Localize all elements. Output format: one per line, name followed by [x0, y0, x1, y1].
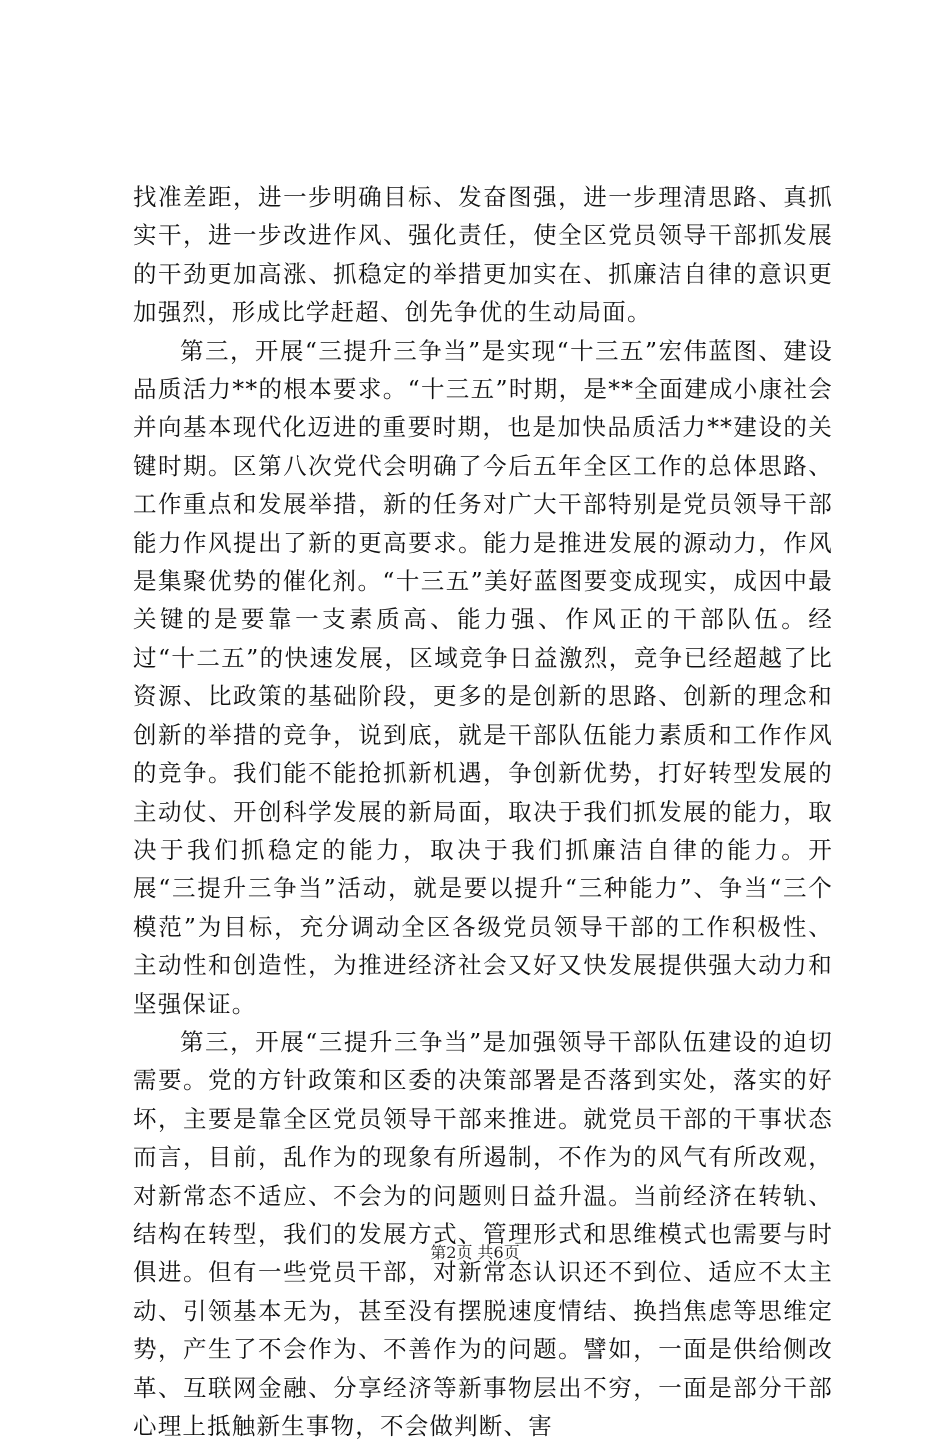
- paragraph-third-point-cadre: 第三，开展“三提升三争当”是加强领导干部队伍建设的迫切需要。党的方针政策和区委的决策部署是否落到实处，落实的好坏，主要是靠全区党员领导干部来推进。就党员干部的干事状态而言，目前，乱作为的现象有所遏制，不作为的风气有所改观，对新常态不适应、不会为的问题则日益升温。当前经济在转轨、结构在转型，我们的发展方式、管理形式和思维模式也需要与时俱进。但有一些党员干部，对新常态认识还不到位、适应不太主动、引领基本无为，甚至没有摆脱速度情结、换挡焦虑等思维定势，产生了不会作为、不善作为的问题。譬如，一面是供给侧改革、互联网金融、分享经济等新事物层出不穷，一面是部分干部心理上抵触新生事物，不会做判断、害: [133, 1027, 833, 1440]
- page-number-footer: 第2页 共6页: [430, 1243, 520, 1262]
- paragraph-third-point-blueprint: 第三，开展“三提升三争当”是实现“十三五”宏伟蓝图、建设品质活力**的根本要求。“十三五”时期，是**全面建成小康社会并向基本现代化迈进的重要时期，也是加快品质活力**建设的关键时期。区第八次党代会明确了今后五年全区工作的总体思路、工作重点和发展举措，新的任务对广大干部特别是党员领导干部能力作风提出了新的更高要求。能力是推进发展的源动力，作风是集聚优势的催化剂。“十三五”美好蓝图要变成现实，成因中最关键的是要靠一支素质高、能力强、作风正的干部队伍。经过“十二五”的快速发展，区域竞争日益激烈，竞争已经超越了比资源、比政策的基础阶段，更多的是创新的思路、创新的理念和创新的举措的竞争，说到底，就是干部队伍能力素质和工作作风的竞争。我们能不能抢抓新机遇，争创新优势，打好转型发展的主动仗、开创科学发展的新局面，取决于我们抓发展的能力，取决于我们抓稳定的能力，取决于我们抓廉洁自律的能力。开展“三提升三争当”活动，就是要以提升“三种能力”、争当“三个模范”为目标，充分调动全区各级党员领导干部的工作积极性、主动性和创造性，为推进经济社会又好又快发展提供强大动力和坚强保证。: [133, 336, 833, 1018]
- paragraph-continuation: 找准差距，进一步明确目标、发奋图强，进一步理清思路、真抓实干，进一步改进作风、强化责任，使全区党员领导干部抓发展的干劲更加高涨、抓稳定的举措更加实在、抓廉洁自律的意识更加强烈，形成比学赶超、创先争优的生动局面。: [133, 183, 833, 327]
